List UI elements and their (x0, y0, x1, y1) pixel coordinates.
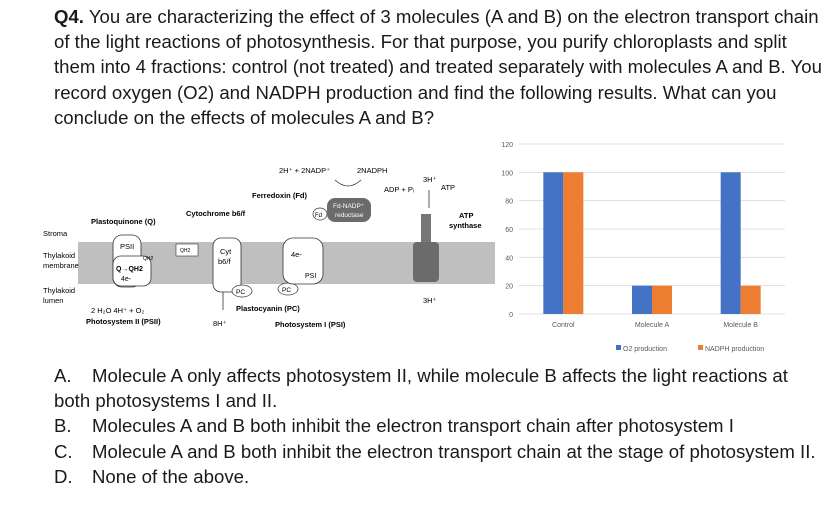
option-a[interactable]: A. Molecule A only affects photosystem II, while molecule B affects the light reactions at both photosystems I and II. (54, 365, 788, 412)
x-label-1: Molecule A (634, 322, 670, 329)
cytochrome-label: Cytochrome b6/f (186, 209, 246, 218)
psii-text: PSII (120, 242, 135, 251)
qh2-small-b: QH2 (180, 248, 191, 254)
x-label-0: Control (552, 322, 575, 329)
legend-label-0: O2 production (623, 346, 667, 353)
lumen-label-1: Thylakoid (43, 286, 76, 295)
y-tick-0: 0 (509, 312, 513, 319)
production-bar-chart (495, 132, 795, 360)
bar-molecule-a-o2 (632, 286, 652, 314)
nadph-reaction: 2H⁺ + 2NADP⁺ (279, 166, 331, 175)
y-tick-40: 40 (505, 255, 513, 263)
y-tick-20: 20 (505, 283, 513, 291)
question-body: You are characterizing the effect of 3 molecules (A and B) on the electron transport chain of the light reactions of photosynthesis. For that purpose, you purify chloroplasts and split them into 4 fractions: control (not treated) and treated separately with molecules A and B. You record oxygen (O2) and NADPH production and find the following results. What can you conclude on the effects of molecules A and B? (54, 6, 822, 128)
qh2-small-a: QH2 (143, 256, 154, 262)
psii-4e: 4e- (121, 276, 132, 283)
psi-text: PSI (305, 273, 317, 280)
water-label: 2 H₂O 4H⁺ + O₂ (91, 306, 145, 315)
plastoquinone-label: Plastoquinone (Q) (91, 217, 156, 226)
question-text (54, 4, 824, 130)
pc-left-text: PC (236, 289, 246, 296)
bar-molecule-a-nadph (652, 286, 672, 314)
psi-label: Photosystem I (PSI) (275, 320, 346, 329)
h-bottom: 3H⁺ (423, 296, 437, 305)
chart-y-ticks (501, 142, 513, 319)
atp-synthase-label-1: ATP (459, 211, 474, 220)
bar-control-nadph (563, 172, 583, 314)
cyt-text-1: Cyt (220, 247, 232, 256)
nadph-product: 2NADPH (357, 166, 388, 175)
bar-molecule-b-nadph (741, 286, 761, 314)
psi-complex (283, 238, 323, 284)
fd-text: Fd (315, 213, 323, 219)
legend-swatch-0 (616, 345, 621, 350)
fd-reductase-1: Fd-NADP⁺ (333, 203, 365, 210)
cyt-text-2: b6/f (218, 257, 231, 266)
y-tick-60: 60 (505, 227, 513, 234)
y-tick-120: 120 (501, 142, 513, 149)
membrane-label-2: membrane (43, 261, 79, 270)
legend-label-1: NADPH production (705, 346, 765, 353)
fd-reductase-2: reductase (335, 212, 364, 219)
option-d[interactable]: D. None of the above. (54, 465, 250, 487)
y-tick-80: 80 (505, 198, 513, 206)
q-qh2-text: Q→QH2 (116, 266, 143, 273)
atp-label: ATP (441, 183, 456, 192)
legend-swatch-1 (698, 345, 703, 350)
atp-synthase-label-2: synthase (449, 221, 482, 230)
plastocyanin-label: Plastocyanin (PC) (236, 304, 300, 313)
nadph-arrow (335, 180, 361, 186)
y-tick-100: 100 (501, 170, 513, 178)
option-c[interactable]: C. Molecule A and B both inhibit the electron transport chain at the stage of photosystem II. (54, 440, 816, 462)
ferredoxin-label: Ferredoxin (Fd) (252, 191, 308, 200)
chart-legend (616, 345, 764, 353)
atp-synthase-stalk (421, 214, 431, 244)
stroma-label: Stroma (43, 229, 68, 238)
option-b[interactable]: B. Molecules A and B both inhibit the electron transport chain after photosystem I (54, 415, 734, 437)
answer-options (54, 363, 824, 489)
electron-transport-diagram (43, 158, 495, 334)
psii-label: Photosystem II (PSII) (86, 317, 161, 326)
atp-synthase-base (413, 242, 439, 282)
chart-x-labels (552, 322, 758, 329)
lumen-label-2: lumen (43, 296, 64, 305)
chart-bars (543, 172, 760, 314)
x-label-2: Molecule B (723, 322, 758, 329)
membrane-label-1: Thylakoid (43, 251, 76, 260)
psi-4e: 4e- (291, 250, 302, 259)
bar-molecule-b-o2 (721, 172, 741, 314)
h-top: 3H⁺ (423, 175, 437, 184)
pc-right-text: PC (282, 287, 292, 294)
h8-label: 8H⁺ (213, 319, 227, 328)
adp-label: ADP + Pᵢ (384, 185, 415, 194)
bar-control-o2 (543, 172, 563, 314)
question-number: Q4. (54, 6, 84, 27)
